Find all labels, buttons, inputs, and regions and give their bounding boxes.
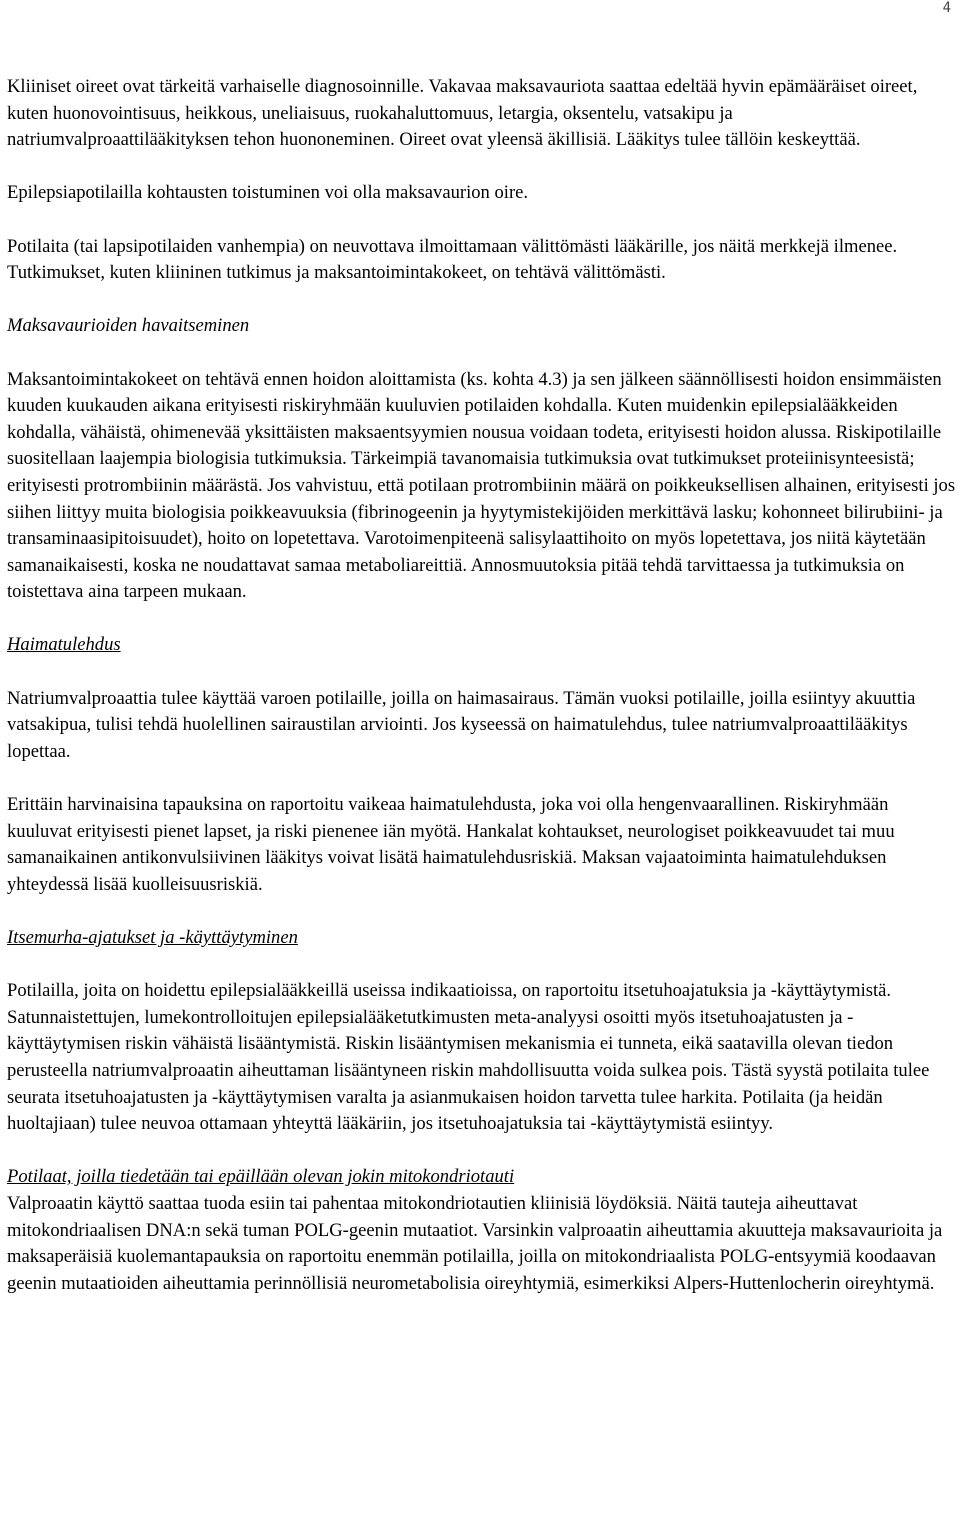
page-number: 4	[942, 0, 951, 16]
paragraph-pancreatitis-rare-cases: Erittäin harvinaisina tapauksina on raportoitu vaikeaa haimatulehdusta, joka voi olla hengenvaarallinen. Riskiryhmään kuuluvat erityisesti pienet lapset, ja riski pienenee iän myötä. Hankalat kohtaukset, neurologiset poikkeavuudet tai muu samanaikainen antikonvulsiivinen lääkitys voivat lisätä haimatulehdusriskiä. Maksan vajaatoiminta haimatulehduksen yhteydessä lisää kuolleisuusriskiä.	[7, 794, 895, 895]
paragraph-suicidal-ideation: Potilailla, joita on hoidettu epilepsialääkkeillä useissa indikaatioissa, on raportoitu itsetuhoajatuksia ja -käyttäytymistä. Satunnaistettujen, lumekontrolloitujen epilepsialääketutkimusten meta-analyysi osoitti myös itsetuhoajatusten ja -käyttäytymisen riskin vähäistä lisääntymistä. Riskin lisääntymisen mekanismia ei tunneta, eikä saatavilla olevan tiedon perusteella natriumvalproaatin aiheuttaman lisääntyneen riskin mahdollisuutta voida sulkea pois. Tästä syystä potilaita tulee seurata itsetuhoajatusten ja -käyttäytymisen varalta ja asianmukaisen hoidon tarvetta tulee harkita. Potilaita (ja heidän huoltajiaan) tulee neuvoa ottamaan yhteyttä lääkäriin, jos itsetuhoajatuksia tai -käyttäytymistä esiintyy.	[7, 980, 930, 1135]
heading-mitochondrial-disease: Potilaat, joilla tiedetään tai epäillään olevan jokin mitokondriotauti	[7, 1166, 515, 1188]
document-body	[7, 74, 957, 1297]
paragraph-patient-advice: Potilaita (tai lapsipotilaiden vanhempia) on neuvottava ilmoittamaan välittömästi lääkärille, jos näitä merkkejä ilmenee. Tutkimukset, kuten kliininen tutkimus ja maksantoimintakokeet, on tehtävä välittömästi.	[7, 235, 898, 284]
paragraph-mitochondrial-disease: Valproaatin käyttö saattaa tuoda esiin tai pahentaa mitokondriotautien kliinisiä löydöksiä. Näitä tauteja aiheuttavat mitokondriaalisen DNA:n sekä tuman POLG-geenin mutaatiot. Varsinkin valproaatin aiheuttamia akuutteja maksavaurioita ja maksaperäisiä kuolemantapauksia on raportoitu enemmän potilailla, joilla on mitokondriaalista POLG-entsyymiä koodaavan geenin mutaatioiden aiheuttamia perinnöllisiä neurometabolisia oireyhtymiä, esimerkiksi Alpers-Huttenlocherin oireyhtymä.	[7, 1192, 943, 1294]
paragraph-liver-function-tests: Maksantoimintakokeet on tehtävä ennen hoidon aloittamista (ks. kohta 4.3) ja sen jälkeen säännöllisesti hoidon ensimmäisten kuuden kuukauden aikana erityisesti riskiryhmään kuuluvien potilaiden kohdalla. Kuten muidenkin epilepsialääkkeiden kohdalla, vähäistä, ohimenevää yksittäisten maksaentsyymien nousua voidaan todeta, erityisesti hoidon alussa. Riskipotilaille suositellaan laajempia biologisia tutkimuksia. Tärkeimpiä tavanomaisia tutkimuksia ovat tutkimukset proteiinisynteesistä; erityisesti protrombiinin määrästä. Jos vahvistuu, että potilaan protrombiinin määrä on poikkeuksellisen alhainen, erityisesti jos siihen liittyy muita biologisia poikkeavuuksia (fibrinogeenin ja hyytymistekijöiden merkittävä lasku; kohonneet bilirubiini- ja transaminaasipitoisuudet), hoito on lopetettava. Varotoimenpiteenä salisylaattihoito on myös lopetettava, jos niitä käytetään samanaikaisesti, koska ne noudattavat samaa metaboliareittiä. Annosmuutoksia pitää tehdä tarvittaessa ja tutkimuksia on toistettava aina tarpeen mukaan.	[7, 368, 956, 603]
heading-liver-damage-detection: Maksavaurioiden havaitseminen	[7, 315, 250, 337]
paragraph-pancreatitis-caution: Natriumvalproaattia tulee käyttää varoen potilaille, joilla on haimasairaus. Tämän vuoksi potilaille, joilla esiintyy akuuttia vatsakipua, tulisi tehdä huolellinen sairaustilan arviointi. Jos kyseessä on haimatulehdus, tulee natriumvalproaattilääkitys lopettaa.	[7, 687, 916, 762]
paragraph-clinical-symptoms: Kliiniset oireet ovat tärkeitä varhaiselle diagnosoinnille. Vakavaa maksavauriota saattaa edeltää hyvin epämääräiset oireet, kuten huonovointisuus, heikkous, uneliaisuus, ruokahaluttomuus, letargia, oksentelu, vatsakipu ja natriumvalproaattilääkityksen tehon huononeminen. Oireet ovat yleensä äkillisiä. Lääkitys tulee tällöin keskeyttää.	[7, 76, 918, 151]
paragraph-seizure-recurrence: Epilepsiapotilailla kohtausten toistuminen voi olla maksavaurion oire.	[7, 182, 529, 204]
heading-suicidal-ideation: Itsemurha-ajatukset ja -käyttäytyminen	[7, 927, 298, 948]
heading-pancreatitis: Haimatulehdus	[7, 634, 121, 656]
